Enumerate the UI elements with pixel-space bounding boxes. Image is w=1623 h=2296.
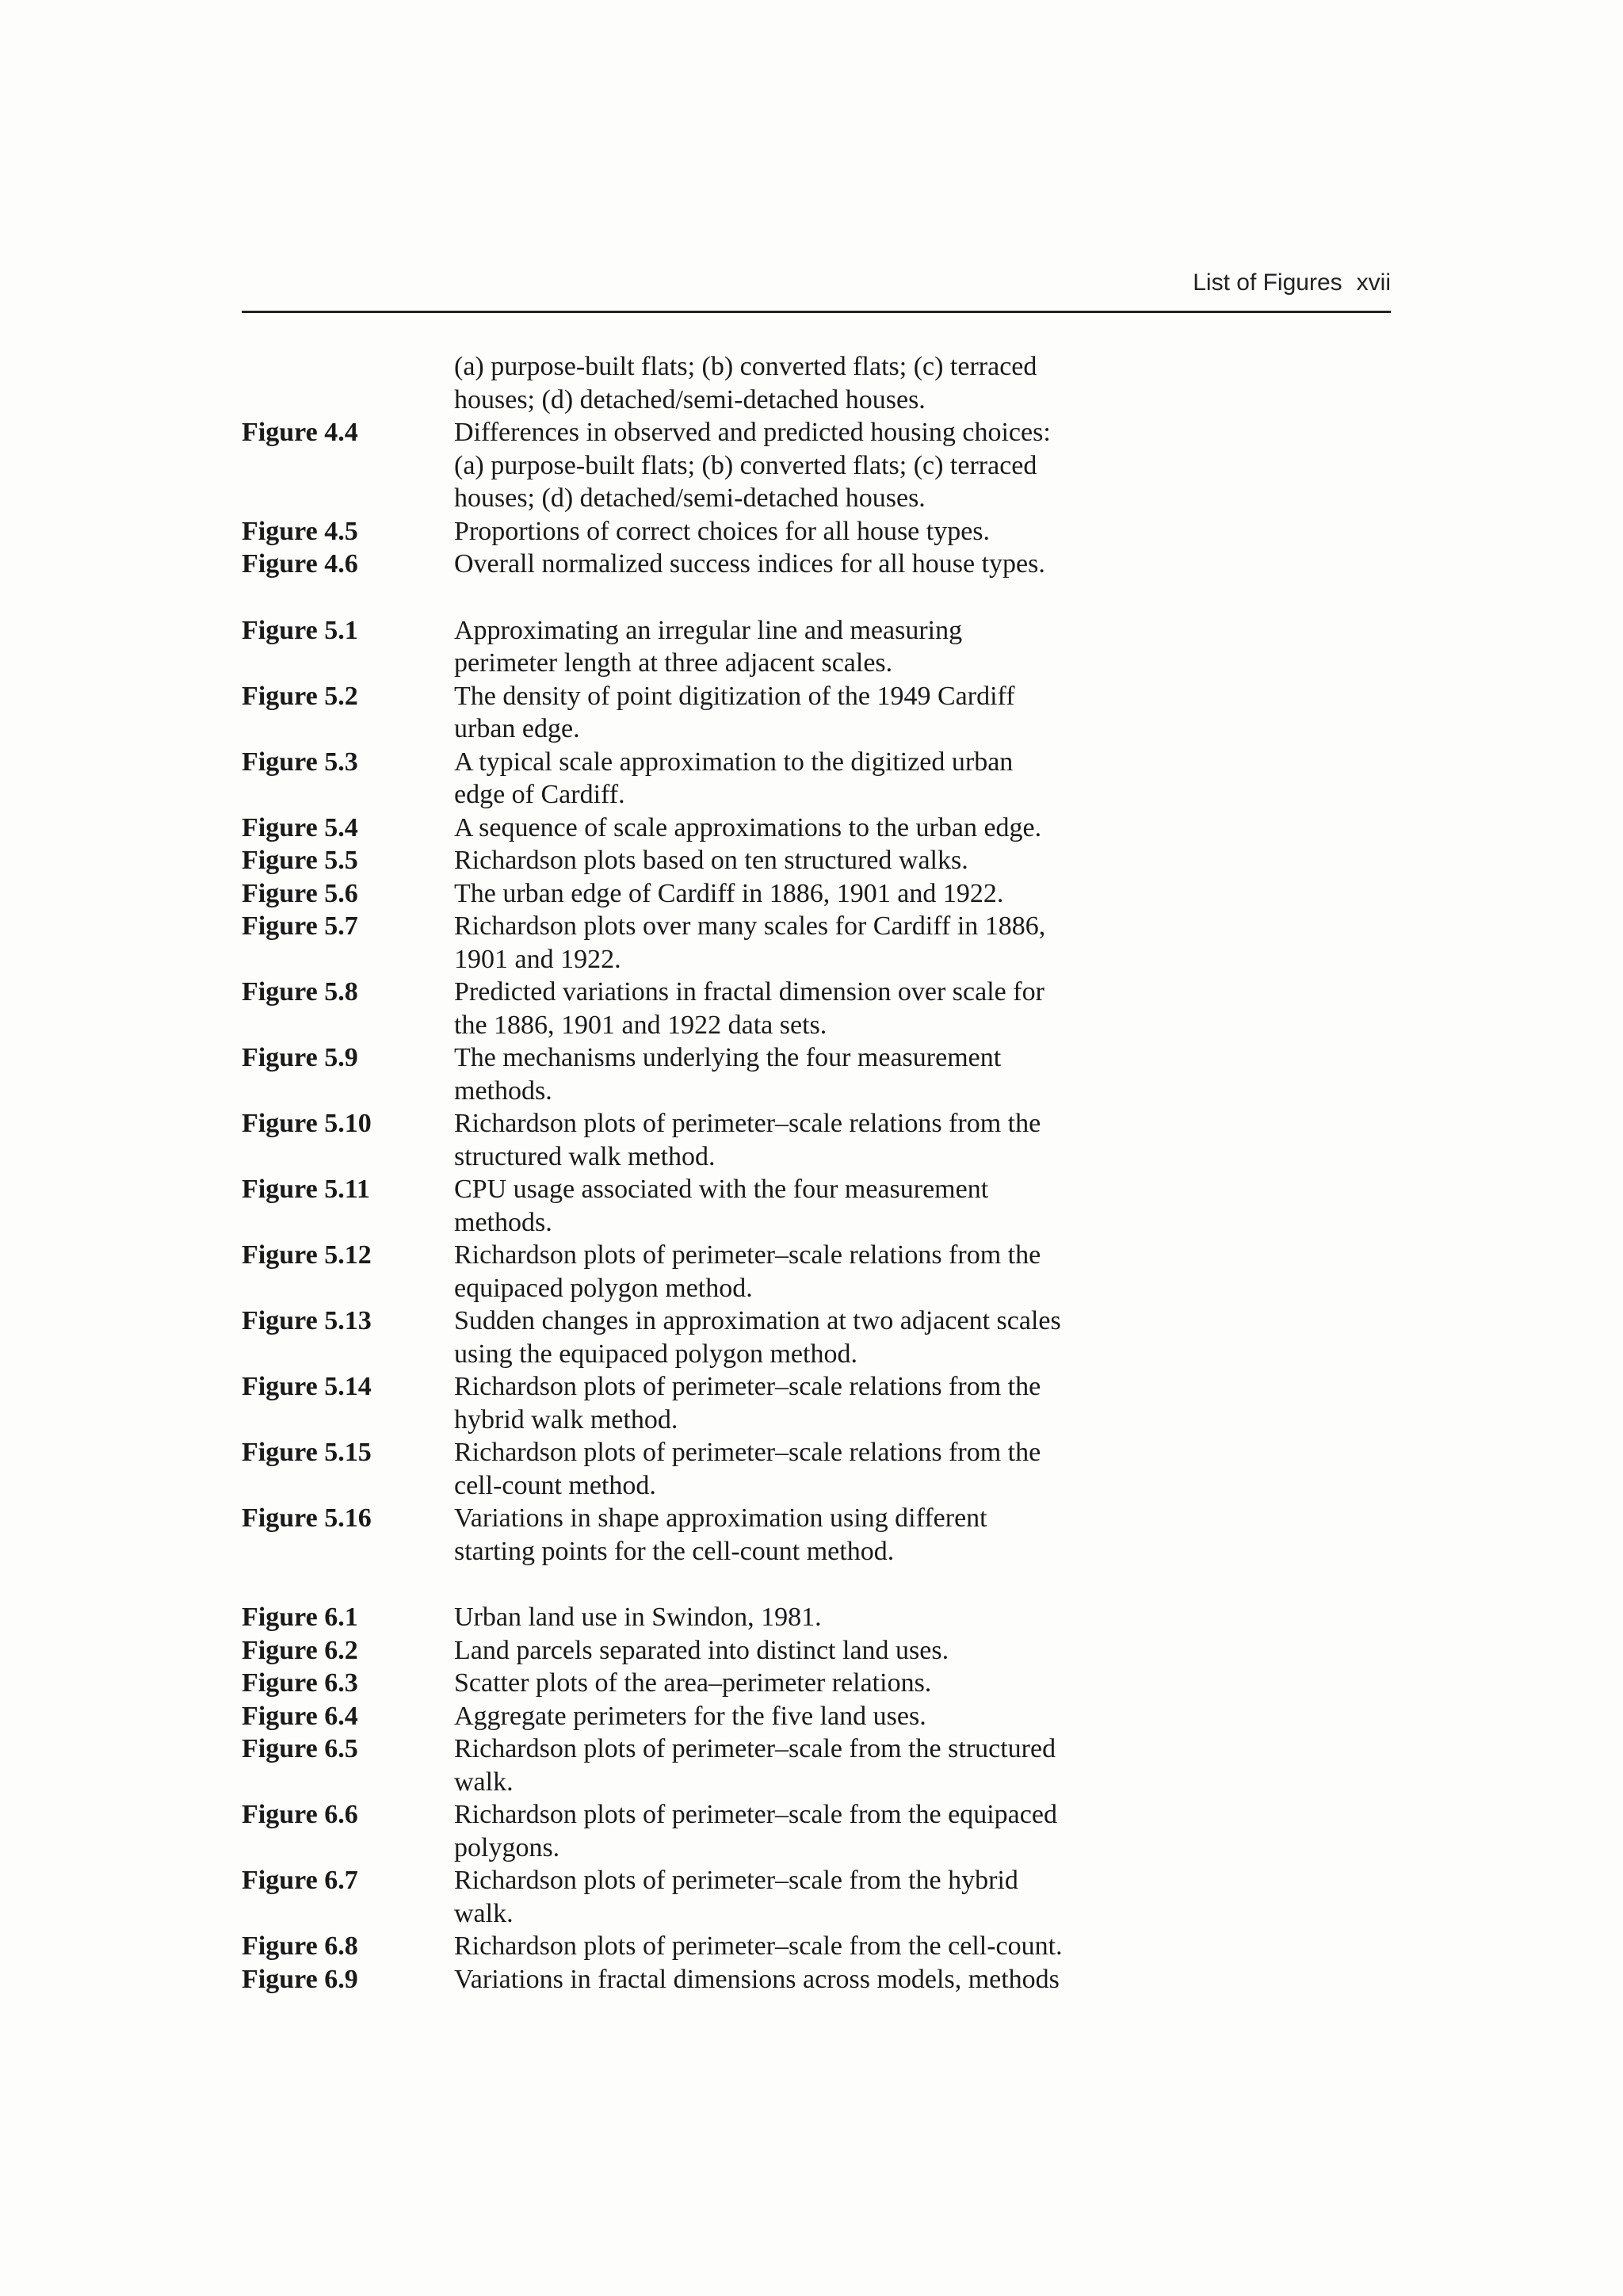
caption-line: Variations in fractal dimensions across models, methods (454, 1964, 1060, 1994)
caption-line: (a) purpose-built flats; (b) converted flats; (c) terraced (454, 352, 1037, 381)
figure-entry (242, 1733, 1391, 1798)
figure-caption (454, 1305, 1215, 1370)
figure-caption (454, 1667, 1215, 1700)
figure-entry (242, 1667, 1391, 1700)
figure-label: Figure 6.7 (242, 1866, 358, 1895)
figure-caption (454, 1930, 1215, 1963)
caption-line: 1901 and 1922. (454, 944, 621, 974)
caption-line: Richardson plots of perimeter–scale relations from the (454, 1438, 1041, 1467)
figure-caption (454, 1107, 1215, 1173)
figure-caption (454, 910, 1215, 976)
caption-line: houses; (d) detached/semi-detached houses. (454, 384, 926, 415)
figure-label: Figure 6.1 (242, 1603, 358, 1632)
caption-line: Proportions of correct choices for all house types. (454, 516, 991, 546)
figure-label: Figure 6.9 (242, 1964, 358, 1994)
caption-line: hybrid walk method. (454, 1404, 678, 1435)
figure-entry (242, 1502, 1391, 1568)
figure-caption (454, 844, 1215, 877)
figure-entry (242, 1634, 1391, 1668)
caption-line: The mechanisms underlying the four measurement (454, 1043, 1002, 1072)
caption-line: Richardson plots of perimeter–scale from the hybrid (454, 1866, 1018, 1895)
figure-entry (242, 614, 1391, 680)
caption-line: Aggregate perimeters for the five land uses. (454, 1701, 926, 1731)
figure-entry (242, 1963, 1391, 1996)
caption-line: Differences in observed and predicted housing choices: (454, 418, 1051, 447)
figure-caption (454, 416, 1215, 515)
caption-line: houses; (d) detached/semi-detached houses. (454, 483, 926, 513)
figure-label: Figure 6.6 (242, 1800, 358, 1829)
figure-label: Figure 5.8 (242, 977, 358, 1007)
running-head-title (1193, 269, 1391, 296)
figure-entry (242, 1239, 1391, 1305)
caption-line: Richardson plots of perimeter–scale relations from the (454, 1372, 1041, 1401)
caption-line: Approximating an irregular line and measuring (454, 615, 963, 645)
figure-label: Figure 4.6 (242, 549, 358, 579)
figure-label: Figure 6.5 (242, 1734, 358, 1763)
figure-entry (242, 1798, 1391, 1864)
figure-entry (242, 1305, 1391, 1370)
caption-line: starting points for the cell-count method. (454, 1536, 895, 1566)
caption-line: Variations in shape approximation using different (454, 1503, 987, 1533)
figure-entry (242, 1370, 1391, 1436)
figure-caption (454, 1700, 1215, 1733)
figure-label: Figure 5.15 (242, 1438, 372, 1467)
figure-caption (454, 1634, 1215, 1668)
figure-label: Figure 5.2 (242, 681, 358, 711)
figure-caption (454, 680, 1215, 746)
caption-line: CPU usage associated with the four measurement (454, 1175, 989, 1204)
figure-label: Figure 5.3 (242, 747, 358, 777)
figure-entry (242, 1864, 1391, 1930)
figure-caption (454, 1601, 1215, 1634)
figure-caption (454, 350, 1215, 416)
figure-label: Figure 5.16 (242, 1503, 372, 1533)
figure-label: Figure 5.13 (242, 1306, 372, 1335)
figure-label: Figure 5.9 (242, 1043, 358, 1072)
figure-label: Figure 5.5 (242, 846, 358, 875)
figure-label: Figure 6.4 (242, 1701, 358, 1731)
caption-line: Richardson plots of perimeter–scale from the cell-count. (454, 1931, 1063, 1961)
figure-entry (242, 350, 1391, 416)
figure-caption (454, 1173, 1215, 1239)
figure-caption (454, 1963, 1215, 1996)
caption-line: edge of Cardiff. (454, 780, 625, 809)
caption-line: methods. (454, 1075, 552, 1106)
figure-entry (242, 548, 1391, 581)
caption-line: Richardson plots of perimeter–scale relations from the (454, 1240, 1041, 1270)
figure-label: Figure 5.12 (242, 1240, 372, 1270)
caption-line: The density of point digitization of the 1949 Cardiff (454, 681, 1015, 711)
figure-label: Figure 6.8 (242, 1931, 358, 1961)
figure-entry (242, 1041, 1391, 1107)
figure-label: Figure 5.7 (242, 911, 358, 941)
figure-label: Figure 6.3 (242, 1668, 358, 1698)
figure-entry (242, 1107, 1391, 1173)
figure-entry (242, 416, 1391, 515)
figure-label: Figure 5.1 (242, 615, 358, 645)
caption-line: The urban edge of Cardiff in 1886, 1901 and 1922. (454, 878, 1004, 908)
figure-caption (454, 877, 1215, 911)
caption-line: Richardson plots of perimeter–scale relations from the (454, 1109, 1041, 1138)
figure-caption (454, 812, 1215, 845)
figure-caption (454, 1041, 1215, 1107)
list-of-figures (242, 350, 1391, 1996)
figure-entry (242, 1930, 1391, 1963)
figure-label: Figure 5.14 (242, 1372, 372, 1401)
caption-line: (a) purpose-built flats; (b) converted flats; (c) terraced (454, 450, 1037, 480)
figure-caption (454, 1864, 1215, 1930)
figure-label: Figure 5.11 (242, 1175, 370, 1204)
figure-entry (242, 746, 1391, 812)
figure-caption (454, 746, 1215, 812)
caption-line: Sudden changes in approximation at two adjacent scales (454, 1306, 1061, 1335)
caption-line: Richardson plots based on ten structured walks. (454, 846, 968, 875)
running-head-section: List of Figures (1193, 269, 1342, 296)
figure-caption (454, 548, 1215, 581)
caption-line: equipaced polygon method. (454, 1273, 753, 1303)
figure-label: Figure 5.10 (242, 1109, 372, 1138)
caption-line: Overall normalized success indices for all house types. (454, 549, 1045, 579)
caption-line: urban edge. (454, 714, 580, 743)
caption-line: Predicted variations in fractal dimension over scale for (454, 977, 1044, 1007)
caption-line: walk. (454, 1767, 514, 1797)
figure-label: Figure 4.4 (242, 418, 358, 447)
figure-caption (454, 1798, 1215, 1864)
figure-entry (242, 844, 1391, 877)
figure-entry (242, 1601, 1391, 1634)
caption-line: Richardson plots over many scales for Cardiff in 1886, (454, 911, 1046, 941)
figure-caption (454, 1502, 1215, 1568)
caption-line: A typical scale approximation to the digitized urban (454, 747, 1014, 777)
caption-line: methods. (454, 1207, 552, 1237)
figure-caption (454, 515, 1215, 548)
figure-entry (242, 976, 1391, 1041)
figure-caption (454, 1733, 1215, 1798)
figure-caption (454, 1436, 1215, 1502)
caption-line: using the equipaced polygon method. (454, 1339, 857, 1369)
figure-entry (242, 680, 1391, 746)
figure-caption (454, 1370, 1215, 1436)
figure-entry (242, 910, 1391, 976)
figure-entry (242, 1700, 1391, 1733)
figure-caption (454, 976, 1215, 1041)
figure-caption (454, 614, 1215, 680)
caption-line: perimeter length at three adjacent scales. (454, 648, 893, 678)
caption-line: Scatter plots of the area–perimeter relations. (454, 1668, 932, 1698)
caption-line: the 1886, 1901 and 1922 data sets. (454, 1010, 827, 1040)
figure-caption (454, 1239, 1215, 1305)
caption-line: A sequence of scale approximations to the urban edge. (454, 812, 1042, 842)
running-header (242, 266, 1391, 313)
figure-entry (242, 812, 1391, 845)
figure-label: Figure 6.2 (242, 1635, 358, 1665)
caption-line: cell-count method. (454, 1470, 656, 1500)
page-number: xvii (1356, 269, 1391, 296)
caption-line: polygons. (454, 1832, 560, 1862)
caption-line: Urban land use in Swindon, 1981. (454, 1603, 822, 1632)
figure-label: Figure 5.6 (242, 878, 358, 908)
figure-entry (242, 877, 1391, 911)
figure-entry (242, 1436, 1391, 1502)
caption-line: Land parcels separated into distinct land uses. (454, 1635, 949, 1665)
caption-line: Richardson plots of perimeter–scale from the structured (454, 1734, 1056, 1763)
caption-line: walk. (454, 1898, 514, 1928)
caption-line: Richardson plots of perimeter–scale from the equipaced (454, 1800, 1057, 1829)
figure-entry (242, 515, 1391, 548)
figure-label (242, 350, 454, 416)
figure-entry (242, 1173, 1391, 1239)
figure-label: Figure 5.4 (242, 812, 358, 842)
caption-line: structured walk method. (454, 1141, 716, 1171)
figure-label: Figure 4.5 (242, 516, 358, 546)
